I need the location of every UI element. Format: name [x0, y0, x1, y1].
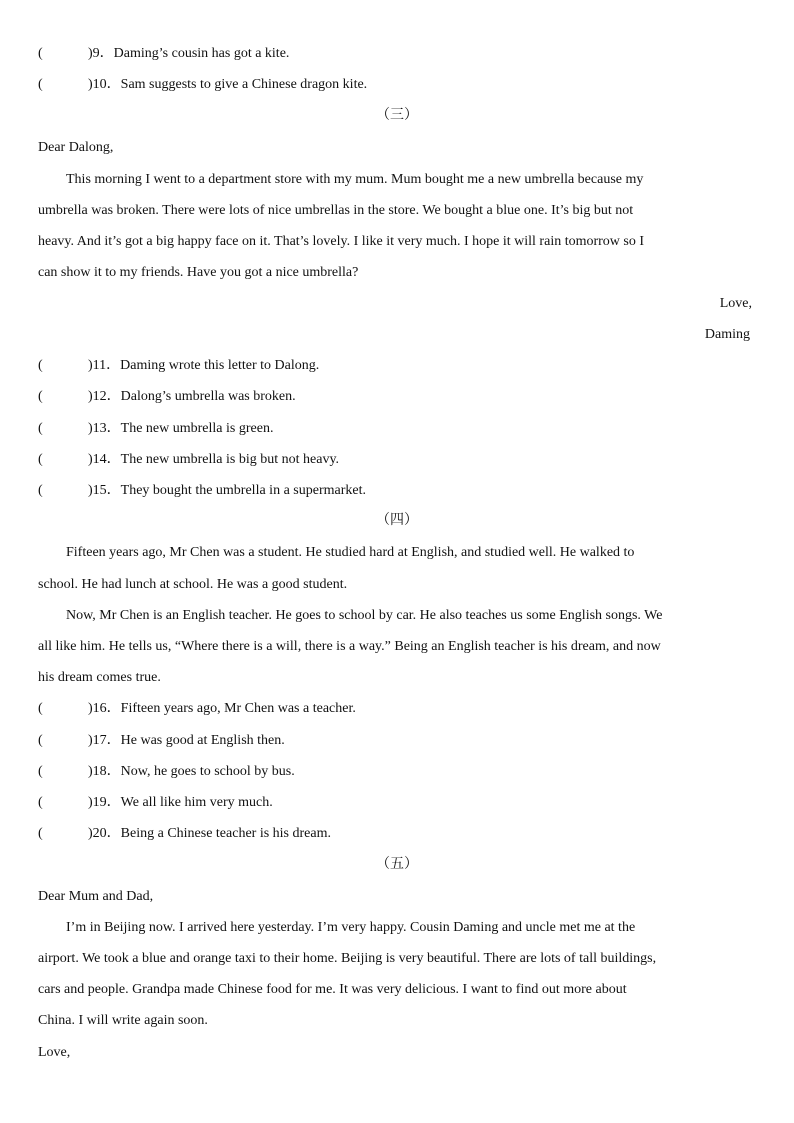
answer-blank[interactable]: ( — [38, 452, 43, 467]
section-heading-4: （四） — [376, 513, 418, 528]
question-20 — [38, 825, 752, 843]
answer-blank[interactable]: ( — [38, 46, 43, 61]
question-text: )9．Daming’s cousin has got a kite. — [88, 46, 290, 61]
letter-paragraph-line: umbrella was broken. There were lots of nice umbrellas in the store. We bought a blue one. It’s big but not — [38, 203, 634, 218]
section-heading-5: （五） — [376, 857, 418, 872]
passage-line: his dream comes true. — [38, 670, 161, 685]
letter-paragraph-line: China. I will write again soon. — [38, 1013, 208, 1028]
passage-line: school. He had lunch at school. He was a good student. — [38, 577, 348, 592]
question-15 — [38, 482, 752, 500]
question-9 — [38, 45, 752, 63]
question-text: )10．Sam suggests to give a Chinese dragon kite. — [88, 77, 368, 92]
question-11 — [38, 357, 752, 375]
letter-closing: Love, — [719, 296, 752, 311]
answer-blank[interactable]: ( — [38, 77, 43, 92]
answer-blank[interactable]: ( — [38, 764, 43, 779]
question-text: )17．He was good at English then. — [88, 733, 285, 748]
question-18 — [38, 763, 752, 781]
letter-signature: Daming — [704, 327, 750, 342]
letter-greeting: Dear Dalong, — [38, 140, 114, 155]
answer-blank[interactable]: ( — [38, 358, 43, 373]
question-text: )13．The new umbrella is green. — [88, 421, 274, 436]
answer-blank[interactable]: ( — [38, 421, 43, 436]
question-text: )16．Fifteen years ago, Mr Chen was a teacher. — [88, 701, 356, 716]
section-heading-3: （三） — [376, 108, 418, 123]
question-text: )12．Dalong’s umbrella was broken. — [88, 389, 296, 404]
question-14 — [38, 451, 752, 469]
question-text: )11．Daming wrote this letter to Dalong. — [88, 358, 320, 373]
question-17 — [38, 732, 752, 750]
letter-paragraph-line: This morning I went to a department store with my mum. Mum bought me a new umbrella because my — [66, 172, 644, 187]
letter-paragraph-line: cars and people. Grandpa made Chinese food for me. It was very delicious. I want to find out more about — [38, 982, 627, 997]
question-text: )19．We all like him very much. — [88, 795, 273, 810]
letter-greeting: Dear Mum and Dad, — [38, 889, 154, 904]
answer-blank[interactable]: ( — [38, 733, 43, 748]
question-text: )14．The new umbrella is big but not heavy. — [88, 452, 340, 467]
question-19 — [38, 794, 752, 812]
answer-blank[interactable]: ( — [38, 389, 43, 404]
question-13 — [38, 420, 752, 438]
question-10 — [38, 76, 752, 94]
question-12 — [38, 388, 752, 406]
passage-line: Fifteen years ago, Mr Chen was a student. He studied hard at English, and studied well. He walked to — [66, 545, 635, 560]
letter-paragraph-line: can show it to my friends. Have you got a nice umbrella? — [38, 265, 359, 280]
passage-line: Now, Mr Chen is an English teacher. He goes to school by car. He also teaches us some English songs. We — [66, 608, 663, 623]
answer-blank[interactable]: ( — [38, 701, 43, 716]
answer-blank[interactable]: ( — [38, 826, 43, 841]
question-text: )20．Being a Chinese teacher is his dream. — [88, 826, 331, 841]
answer-blank[interactable]: ( — [38, 483, 43, 498]
question-text: )15．They bought the umbrella in a supermarket. — [88, 483, 366, 498]
answer-blank[interactable]: ( — [38, 795, 43, 810]
letter-paragraph-line: heavy. And it’s got a big happy face on it. That’s lovely. I like it very much. I hope it will rain tomorrow so I — [38, 234, 645, 249]
passage-line: all like him. He tells us, “Where there is a will, there is a way.” Being an English teacher is his dream, and now — [38, 639, 661, 654]
question-text: )18．Now, he goes to school by bus. — [88, 764, 295, 779]
letter-paragraph-line: I’m in Beijing now. I arrived here yesterday. I’m very happy. Cousin Daming and uncle met me at the — [66, 920, 636, 935]
letter-paragraph-line: airport. We took a blue and orange taxi to their home. Beijing is very beautiful. There are lots of tall buildings, — [38, 951, 657, 966]
question-16 — [38, 700, 752, 718]
letter-closing: Love, — [38, 1045, 71, 1060]
